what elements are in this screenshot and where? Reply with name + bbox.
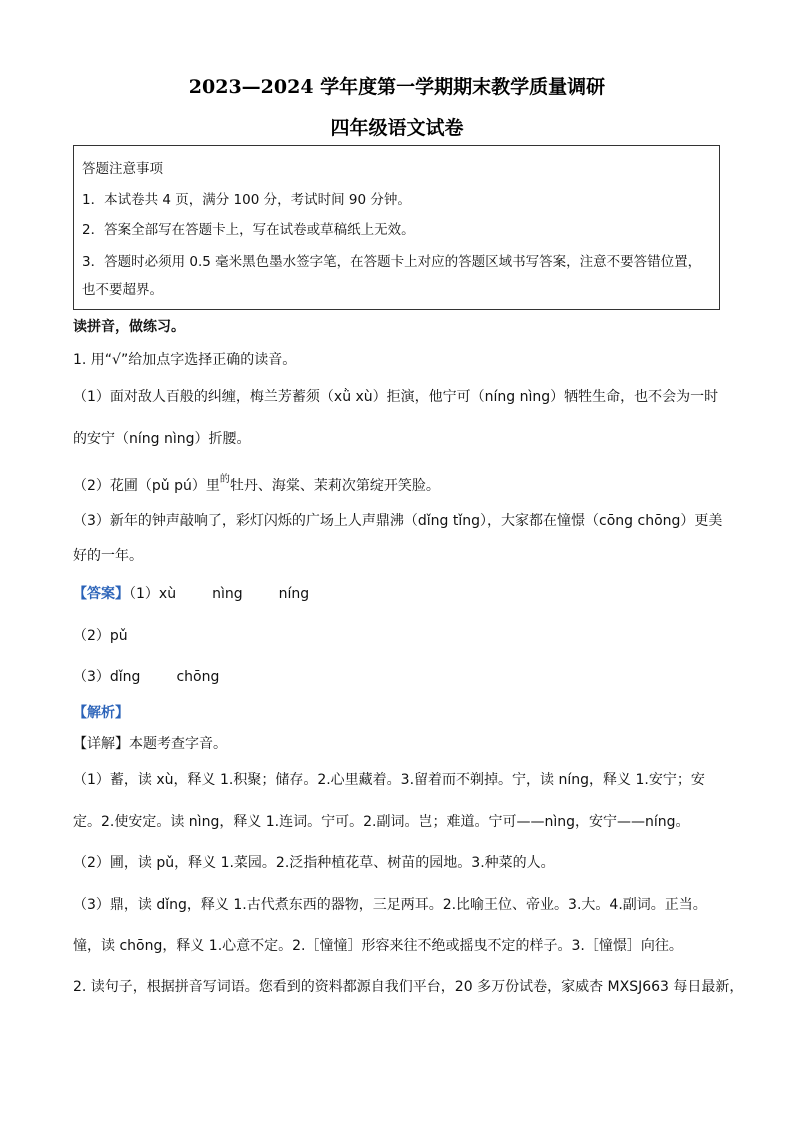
q1-sentence-2 [73, 469, 440, 497]
answer-3b: chōng [176, 669, 220, 685]
q1-s2-sup: 的 [219, 474, 230, 485]
answer-line-2: （2）pǔ [73, 628, 128, 644]
notice-item-3-cont: 也不要超界。 [82, 282, 163, 298]
analysis-p1: （1）蓄，读 xù，释义 1.积聚；储存。2.心里藏着。3.留着而不剃掉。宁，读 níng，释义 1.安宁；安 [73, 772, 705, 788]
q1-stem: 1. 用“√”给加点字选择正确的读音。 [73, 352, 297, 368]
exam-subtitle: 四年级语文试卷 [330, 117, 464, 139]
analysis-detail: 【详解】本题考查字音。 [73, 736, 227, 752]
answer-line-3 [73, 666, 219, 688]
q1-sentence-3-cont: 好的一年。 [73, 548, 143, 564]
notice-heading: 答题注意事项 [82, 161, 163, 177]
analysis-label: 【解析】 [73, 705, 129, 721]
notice-item-1: 1．本试卷共 4 页，满分 100 分，考试时间 90 分钟。 [82, 192, 411, 208]
q1-sentence-1-cont: 的安宁（níng nìng）折腰。 [73, 431, 251, 447]
analysis-p1-cont: 定。2.使安定。读 nìng，释义 1.连词。宁可。2.副词。岂；难道。宁可——nìng，安宁——níng。 [73, 814, 690, 830]
analysis-p3-cont: 憧，读 chōng，释义 1.心意不定。2.［憧憧］形容来往不绝或摇曳不定的样子。3.［憧憬］向往。 [73, 938, 683, 954]
notice-box [73, 145, 720, 310]
q2-line: 2. 读句子，根据拼音写词语。您看到的资料都源自我们平台，20 多万份试卷，家威杏 MXSJ663 每日最新， [73, 979, 744, 995]
answer-1a: （1）xù [129, 586, 177, 602]
q1-sentence-1: （1）面对敌人百般的纠缠，梅兰芳蓄须（xǜ xù）拒演，他宁可（níng nìng）牺牲生命，也不会为一时 [73, 389, 719, 405]
answer-1c: níng [278, 586, 310, 602]
answer-line-1 [73, 583, 309, 605]
exam-title: 2023—2024 学年度第一学期期末教学质量调研 [188, 76, 606, 98]
q1-s2-before: （2）花圃（pǔ pú）里 [73, 478, 220, 494]
q1-s2-after: 牡丹、海棠、茉莉次第绽开笑脸。 [229, 478, 440, 494]
analysis-p2: （2）圃，读 pǔ，释义 1.菜园。2.泛指种植花草、树苗的园地。3.种菜的人。 [73, 855, 555, 871]
notice-item-2: 2．答案全部写在答题卡上，写在试卷或草稿纸上无效。 [82, 222, 415, 238]
answer-1b: nìng [212, 586, 243, 602]
notice-item-3: 3．答题时必须用 0.5 毫米黑色墨水签字笔，在答题卡上对应的答题区域书写答案，注意不要答错位置， [82, 254, 702, 270]
answer-3a: （3）dǐng [73, 669, 141, 685]
q1-sentence-3: （3）新年的钟声敲响了，彩灯闪烁的广场上人声鼎沸（dǐng tǐng），大家都在憧憬（cōng chōng）更美 [73, 513, 723, 529]
analysis-p3: （3）鼎，读 dǐng，释义 1.古代煮东西的器物，三足两耳。2.比喻王位、帝业。3.大。4.副词。正当。 [73, 897, 707, 913]
answer-label: 【答案】 [73, 586, 129, 602]
section-heading: 读拼音，做练习。 [73, 319, 185, 335]
